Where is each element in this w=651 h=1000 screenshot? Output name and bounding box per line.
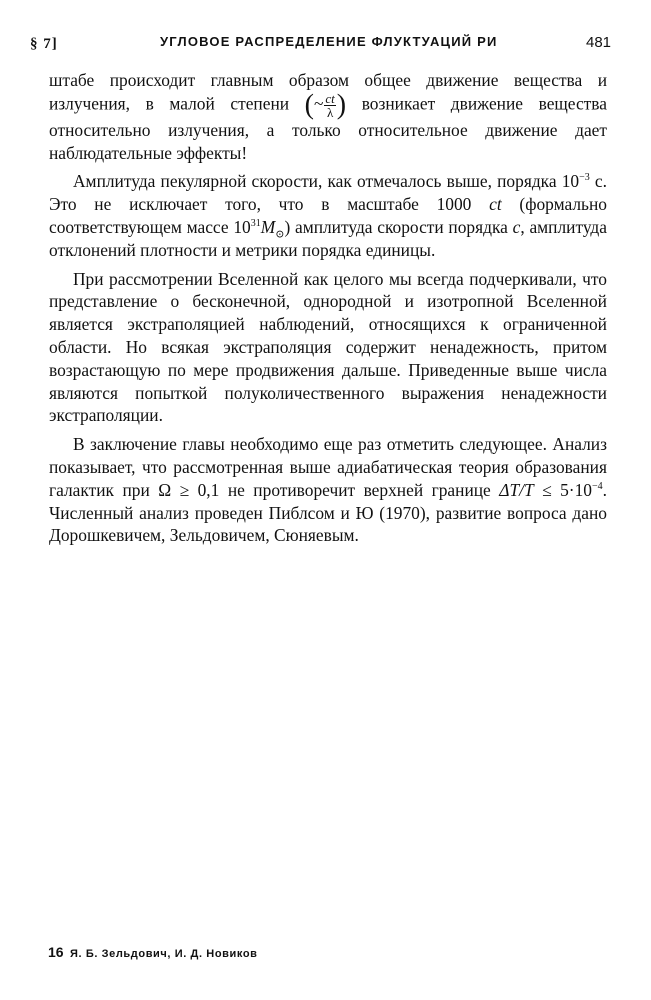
p2-exponent-a: −3 xyxy=(579,172,590,184)
p4-text-c: . Численный анализ проведен Пиблсом и Ю (1970), развитие вопроса дано Дорошкевичем, Зельдовичем, Сюняевым. xyxy=(49,479,607,546)
paragraph-2 xyxy=(49,170,607,261)
p2-text-e: , амплитуда отклонений плотности и метрики порядка единицы. xyxy=(49,216,607,260)
p2-text-c: (формально соответствующем массе 10 xyxy=(49,194,607,237)
p2-mass-symbol: M xyxy=(260,216,276,237)
paragraph-1 xyxy=(49,69,607,164)
p4-delta-t-over-t: ΔT/T xyxy=(499,479,534,500)
fraction-denominator: λ xyxy=(326,104,334,120)
section-mark: § 7] xyxy=(30,36,58,52)
p2-text-a: Амплитуда пекулярной скорости, как отмечалось выше, порядка 10 xyxy=(73,171,580,192)
body-text xyxy=(49,69,607,553)
page-number: 481 xyxy=(586,34,612,51)
p2-text-b: c. Это не исключает того, что в масштабе 1000 xyxy=(49,171,607,215)
p2-ct: ct xyxy=(489,194,502,215)
tilde-symbol: ~ xyxy=(313,93,324,114)
footer-authors: Я. Б. Зельдович, И. Д. Новиков xyxy=(70,948,258,960)
right-paren: ) xyxy=(336,89,347,121)
running-title: УГЛОВОЕ РАСПРЕДЕЛЕНИЕ ФЛУКТУАЦИЙ РИ xyxy=(160,34,498,49)
page-footer xyxy=(48,944,608,964)
sun-symbol: ⊙ xyxy=(275,228,285,241)
paragraph-3: При рассмотрении Вселенной как целого мы всегда подчеркивали, что представление о бесконечной, однородной и изотропной Вселенной является экстраполяцией наблюдений, относящихся к ограниченной области. Но всякая экстраполяция содержит ненадежность, притом возрастающую по мере продвижения дальше. Приведенные выше числа являются попыткой полуколичественного выражения ненадежности экстраполяции. xyxy=(49,268,607,426)
p2-text-d: ) амплитуда скорости порядка xyxy=(284,216,513,237)
signature-number: 16 xyxy=(48,944,64,960)
p1-text-b: возникает движение вещества относительно излучения, а только относительное движение дает наблюдательные эффекты! xyxy=(49,93,607,163)
fraction xyxy=(324,92,335,119)
paragraph-4 xyxy=(49,433,607,547)
p2-c: c xyxy=(512,216,521,237)
p2-exponent-b: 31 xyxy=(250,218,261,230)
fraction-numerator: ct xyxy=(325,90,335,106)
left-paren: ( xyxy=(304,89,314,121)
p4-text-a: В заключение главы необходимо еще раз отметить следующее. Анализ показывает, что рассмотренная выше адиабатическая теория образования галактик при Ω ≥ 0,1 не противоречит верхней границе xyxy=(49,434,607,500)
running-head xyxy=(0,32,651,54)
p4-text-b: ≤ 5·10 xyxy=(533,479,592,500)
p1-text-a: штабе происходит главным образом общее движение вещества и излучения, в малой степени xyxy=(49,70,607,114)
p4-exponent: −4 xyxy=(592,480,603,492)
